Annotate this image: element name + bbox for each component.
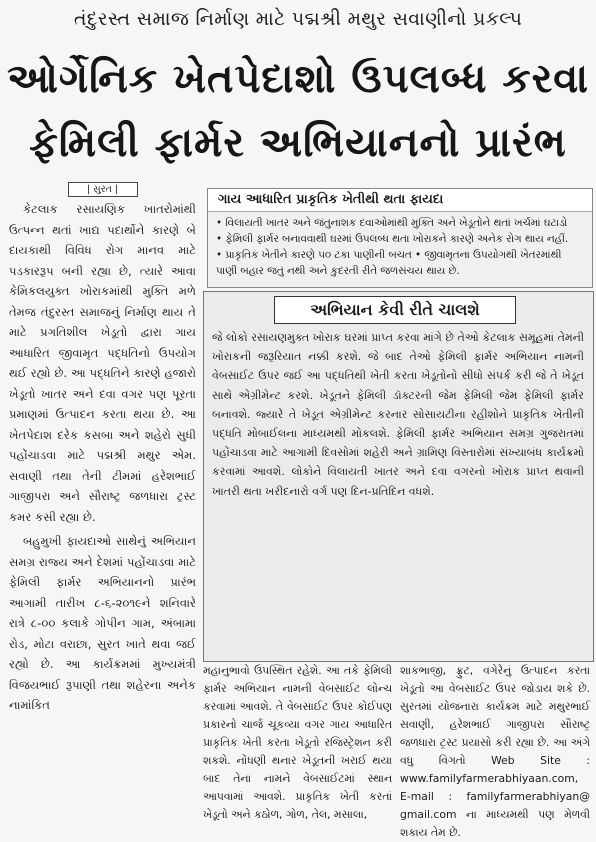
benefit-item: • પ્રાકૃતિક ખેતીને કારણે ૫૦ ટકા પાણીની બચત (216, 249, 412, 261)
benefits-list (208, 212, 592, 282)
benefit-item: • ફેમિલી ફાર્મર બનાવવાથી ઘરમાં ઉપલબ્ધ થતા ખોરાકને કારણે અનેક રોગ થાય નહીં. (216, 233, 569, 245)
article-column-1 (9, 182, 196, 716)
benefit-item: • વિલાયતી ખાતર અને જંતુનાશક દવાઓમાંથી મુક્તિ અને ખેડૂતોને થતાં ખર્ચમાં ઘટાડો (216, 217, 568, 229)
article-para-2: બહુમુખી ફાયદાઓ સાથેનું અભિયાન સમગ્ર રાજ્ય અને દેશમાં પહોંચાડવા માટે ફેમિલી ફાર્મર અભિયાનનો પ્રારંભ આગામી તારીખ ૮-૬-૨૦૧૯ને શનિવારે રાત્રે ૮-૦૦ કલાકે ગોપીન ગામ, અંબામા રોડ, મોટા વરાછા, સુરત ખાતે થવા જઈ રહ્યો છે. આ કાર્યક્રમમાં મુખ્યમંત્રી વિજયભાઈ રૂપાણી તથા શહેરના અનેક નામાંકિત (9, 534, 196, 712)
benefits-box (207, 188, 593, 288)
kicker-line: તંદુરસ્ત સમાજ નિર્માણ માટે પદ્મશ્રી મથુર સવાણીનો પ્રકલ્પ (73, 8, 523, 30)
headline-line-1: ઓર્ગેનિક ખેતપેદાશો ઉપલબ્ધ કરવા (6, 56, 590, 102)
headline-line-2: ફેમિલી ફાર્મર અભિયાનનો પ્રારંભ (29, 120, 567, 166)
how-it-works-body: જે લોકો રસાયણમુક્ત ખોરાક ઘરમાં પ્રાપ્ત કરવા માંગે છે તેઓ કેટલાક સમૂહમાં તેમની ખોરાકની જરૂરિયાત નક્કી કરશે. જે બાદ તેઓ ફેમિલી ફાર્મર અભિયાન નામની વેબસાઈટ ઉપર જઈ આ પદ્ધતિથી ખેતી કરતા ખેડૂતોનો સીધો સંપર્ક કરી જે તે ખેડૂત સાથે એગ્રીમેન્ટ કરશે. ખેડૂતને ફેમિલી ડૉક્ટરની જેમ ફેમિલી જેમ ફેમિલી ફાર્મર બનાવશે. જ્યારે તે ખેડૂત એગ્રીમેન્ટ કરનાર સોસાયટીના રહીશોને પ્રાકૃતિક ખેતીની પદ્ધતિ મોબાઈલના માધ્યમથી મોકલશે. ફેમિલી ફાર્મર અભિયાન સમગ્ર ગુજરાતમાં પહોંચાડવા માટે આગામી દિવસોમાં શહેરી અને ગ્રામિણ વિસ્તારોમાં સંખ્યાબંધ કાર્યક્રમો કરવામાં આવશે. લોકોને વિલાયતી ખાતર અને દવા વગરનો ખોરાક પ્રાપ્ત થવાની ખાતરી થતા ખરીદનારો વર્ગ પણ દિન-પ્રતિદિન વધશે. (212, 331, 584, 498)
how-it-works-title: અભિયાન કેવી રીતે ચાલશે (274, 296, 516, 324)
article-para-1: કેટલાક રસાયણિક ખાતરોમાંથી ઉત્પન્ન થતાં ખાદ્ય પદાર્થોને કારણે બે દાયકાથી વિવિધ રોગ માનવ માટે પડકારરૂપ બની રહ્યા છે, ત્યારે આવા કેમિકલયુક્ત ખોરાકમાંથી મુક્તિ મળે તેમજ તંદુરસ્ત સમાજનું નિર્માણ થાય તે માટે પ્રગતિશીલ ખેડૂતો દ્વારા ગાય આધારિત જીવામૃત પદ્ધતિનો ઉપયોગ થઈ રહ્યો છે. આ પદ્ધતિને કારણે હજારો ખેડૂતો ખાતર અને દવા વગર પણ પૂરતા પ્રમાણમાં ઉત્પાદન કરતા થયા છે. આ ખેતપેદાશ દરેક કસબા અને શહેરો સુધી પહોંચાડવા માટે પદ્મશ્રી મથુર એમ. સવાણી તથા તેની ટીમમાં હરેશભાઈ ગાજીપરા અને સૌરાષ્ટ્ર જળધારા ટ્રસ્ટ કમર કસી રહ્યા છે. (9, 202, 196, 524)
benefits-box-title: ગાય આધારિત પ્રાકૃતિક ખેતીથી થતા ફાયદા (208, 189, 592, 212)
how-it-works-box (203, 291, 594, 662)
source-tag: | સુરત | (68, 182, 138, 197)
article-column-2: મહાનુભાવો ઉપસ્થિત રહેશે. આ તકે ફેમિલી ફાર્મર અભિયાન નામની વેબસાઈટ લોન્ચ કરવામાં આવશે. તે વેબસાઈટ ઉપર કોઈપણ પ્રકારનો ચાર્જ ચૂકવ્યા વગર ગાય આધારિત પ્રાકૃતિક ખેતી કરતા ખેડૂતો રજિસ્ટ્રેશન કરી શકશે. નોંધણી થનાર ખેડૂતની ખરાઈ થયા બાદ તેના નામને વેબસાઈટમાં સ્થાન આપવામાં આવશે. પ્રાકૃતિક ખેતી કરતાં ખેડૂતો અને કઠોળ, ગોળ, તેલ, મસાલા, (203, 664, 392, 821)
article-column-3: શાકભાજી, ફ્રુટ, વગેરેનું ઉત્પાદન કરતા ખેડૂતો આ વેબસાઈટ ઉપર જોડાય શકે છે. સુરતમાં યોજનારા કાર્યક્રમ માટે મથુરભાઈ સવાણી, હરેશભાઈ ગાજીપરા સૌરાષ્ટ્ર જળધારા ટ્રસ્ટ પ્રયાસો કરી રહ્યા છે. આ અંગે વધુ વિગતો Web Site : www.familyfarmerabhiyaan.com, E-mail : familyfarmerabhiyan@ gmail.com ના માધ્યમથી પણ મેળવી શકાય તેમ છે. (400, 664, 590, 839)
benefit-item: • જીવામૃતના ઉપયોગથી ખેતરમાંથી પાણી બહાર જતું નથી અને કુદરતી રીતે જળસંચય થાય છે. (216, 249, 562, 277)
